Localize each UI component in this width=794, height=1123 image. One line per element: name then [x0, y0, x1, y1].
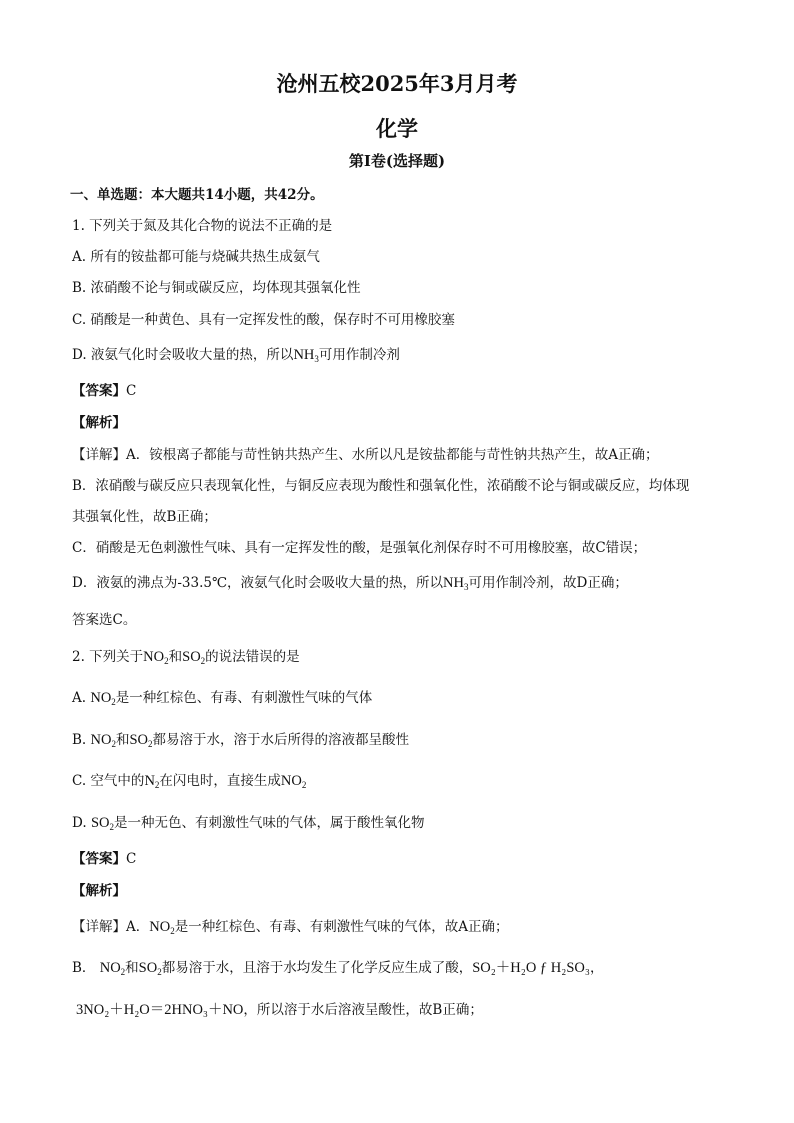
q1-option-d-tail: 可用作制冷剂 [318, 347, 400, 363]
q2-detail-b-label: B． [72, 960, 96, 976]
q2-answer [72, 847, 136, 867]
q2-option-c [72, 769, 306, 790]
q2-detail-b-and: 和 [125, 960, 139, 976]
q1-detail-5 [72, 571, 628, 592]
formula-nh3: $NH_3$ [443, 575, 469, 592]
q1-detail-5-text: D．液氨的沸点为-33.5℃，液氨气化时会吸收大量的热，所以 [72, 575, 444, 591]
q1-option-d-text: D. 液氨气化时会吸收大量的热，所以 [72, 347, 294, 363]
q1-option-b: B. 浓硝酸不论与铜或碳反应，均体现其强氧化性 [72, 280, 361, 296]
q1-conclusion: 答案选C。 [72, 612, 137, 628]
q2-detail-a-text: 是一种红棕色、有毒、有刺激性气味的气体，故A正确； [174, 919, 509, 935]
q2-option-a-text: 是一种红棕色、有毒、有刺激性气味的气体 [115, 690, 373, 706]
q2-option-b-text: 都易溶于水，溶于水后所得的溶液都呈酸性 [152, 732, 410, 748]
q1-analysis-tag: 【解析】 [72, 415, 126, 431]
equation-no2-h2o: 3NO₂＋H₂O＝2HNO₃＋NO [76, 1002, 244, 1018]
q2-stem-tail: 的说法错误的是 [205, 649, 300, 665]
option-label: A. [72, 690, 87, 706]
page-title: 沧州五校2025年3月月考 [276, 71, 518, 96]
q2-option-b [72, 728, 409, 749]
q2-option-b-and: 和 [115, 732, 130, 748]
formula-no2: $NO_2$ [143, 649, 169, 666]
formula-so2: $SO_2$ [138, 960, 162, 977]
q2-stem [72, 645, 300, 666]
formula-no2: $NO_2$ [90, 732, 116, 749]
answer-value: C [126, 383, 137, 399]
q1-detail-4: C．硝酸是无色刺激性气味、具有一定挥发性的酸，是强氧化剂保存时不可用橡胶塞，故C错误； [72, 540, 647, 556]
q2-detail-b-tail: ，所以溶于水后溶液呈酸性，故B正确； [243, 1002, 483, 1018]
q2-option-c-text: C. 空气中的 [72, 773, 145, 789]
answer-tag: 【答案】 [72, 383, 126, 399]
formula-n2: $N_2$ [144, 773, 160, 790]
q1-detail-3: 其强氧化性，故B正确； [72, 509, 217, 525]
q2-option-c-mid: 在闪电时，直接生成 [159, 773, 281, 789]
q2-option-d-text: 是一种无色、有刺激性气味的气体，属于酸性氧化物 [113, 815, 425, 831]
q1-answer [72, 379, 136, 399]
q1-option-d [72, 343, 400, 364]
equation-so2-h2o: SO₂＋H₂O ƒ H₂SO₃ [472, 960, 590, 976]
q1-option-c: C. 硝酸是一种黄色、具有一定挥发性的酸，保存时不可用橡胶塞 [72, 312, 455, 328]
q2-detail-a-label: 【详解】A． [72, 919, 150, 935]
q2-detail-b-line2 [76, 998, 483, 1019]
formula-no2: $NO_2$ [99, 960, 126, 977]
q2-analysis-tag: 【解析】 [72, 883, 126, 899]
formula-so2: $SO_2$ [90, 815, 114, 832]
q2-detail-a [72, 915, 508, 936]
q2-stem-and: 和 [168, 649, 183, 665]
q1-detail-1: 【详解】A．铵根离子都能与苛性钠共热产生、水所以凡是铵盐都能与苛性钠共热产生，故A正确； [72, 447, 659, 463]
formula-so2: $SO_2$ [129, 732, 153, 749]
q2-detail-b [72, 956, 603, 977]
formula-no2: $NO_2$ [149, 919, 175, 936]
answer-value: C [126, 851, 137, 867]
q1-option-a: A. 所有的铵盐都可能与烧碱共热生成氨气 [72, 249, 320, 265]
q1-detail-5-tail: 可用作制冷剂，故D正确； [468, 575, 628, 591]
answer-tag: 【答案】 [72, 851, 126, 867]
formula-so2: $SO_2$ [182, 649, 206, 666]
q2-stem-text: 2. 下列关于 [72, 649, 144, 665]
subject-title: 化学 [376, 116, 418, 141]
option-label: D. [72, 815, 87, 831]
q1-detail-2: B．浓硝酸与碳反应只表现氧化性，与铜反应表现为酸性和强氧化性，浓硝酸不论与铜或碳反应，均体现 [72, 478, 690, 494]
q2-option-a [72, 686, 372, 707]
section-heading: 一、单选题：本大题共14小题，共42分。 [70, 187, 324, 203]
q2-option-d [72, 811, 424, 832]
option-label: B. [72, 732, 87, 748]
formula-nh3: $NH_3$ [293, 347, 319, 364]
formula-no2: $NO_2$ [280, 773, 307, 790]
comma: ， [589, 960, 604, 976]
part-title: 第Ⅰ卷(选择题) [348, 152, 446, 170]
q2-detail-b-text: 都易溶于水，且溶于水均发生了化学反应生成了酸， [161, 960, 473, 976]
q1-stem: 1. 下列关于氮及其化合物的说法不正确的是 [72, 218, 333, 234]
formula-no2: $NO_2$ [90, 690, 116, 707]
